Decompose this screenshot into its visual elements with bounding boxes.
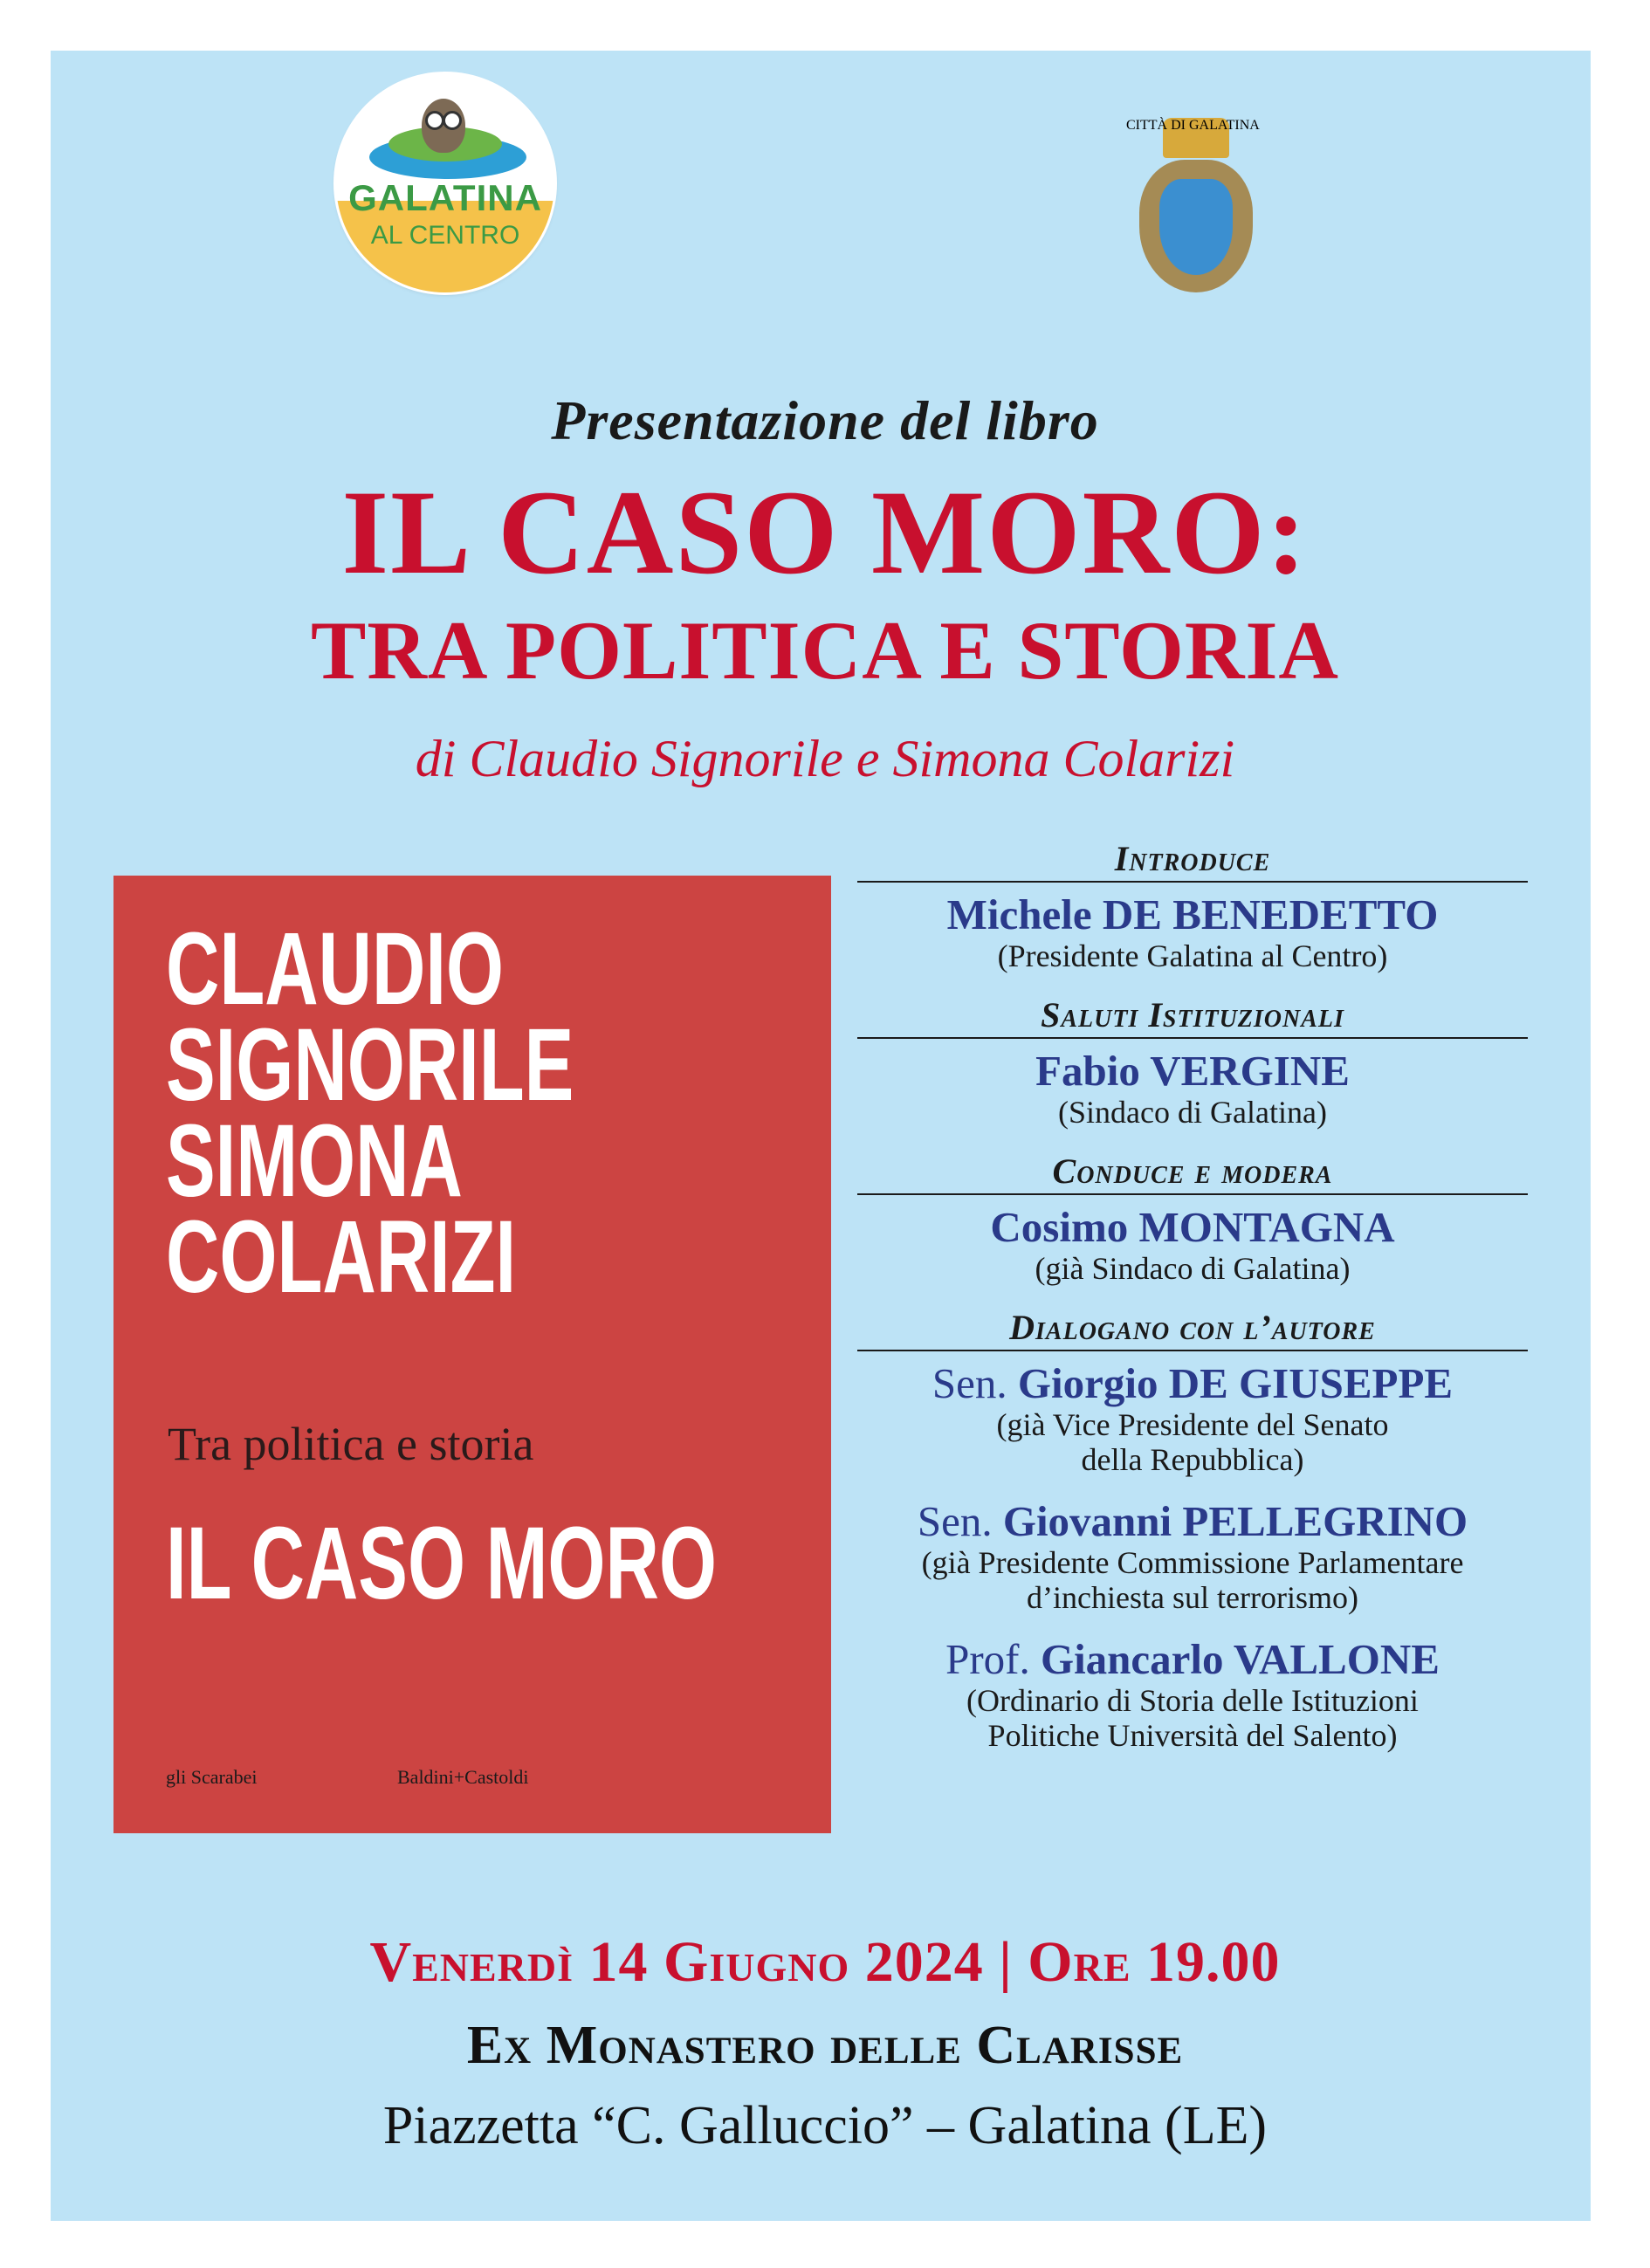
cover-name: SIMONA [166, 1103, 463, 1219]
pretitle: Presentazione del libro [551, 389, 1099, 451]
event-date-time: Venerdì 14 Giugno 2024 | Ore 19.00 [369, 1930, 1281, 1994]
cover-series: gli Scarabei [166, 1766, 258, 1788]
speaker-name [857, 1360, 1528, 1407]
speaker-name-text: Giorgio DE GIUSEPPE [1017, 1359, 1454, 1407]
speaker-name-text: Giancarlo VALLONE [1040, 1635, 1440, 1683]
speaker-name-text: Giovanni PELLEGRINO [1002, 1497, 1468, 1545]
cover-author-names [166, 911, 574, 1315]
speaker-affiliation: (già Sindaco di Galatina) [1035, 1251, 1351, 1286]
owl-icon [422, 99, 465, 153]
main-subtitle: TRA POLITICA E STORIA [310, 604, 1340, 697]
speaker-affiliation: Politiche Università del Salento) [987, 1718, 1398, 1753]
speaker-affiliation: d’inchiesta sul terrorismo) [1027, 1580, 1358, 1615]
cover-subtitle: Tra politica e storia [168, 1418, 534, 1470]
role-heading: Conduce e modera [857, 1151, 1528, 1195]
speaker-affiliation: della Repubblica) [1081, 1442, 1304, 1477]
galatina-al-centro-logo [336, 74, 554, 292]
event-venue: Ex Monastero delle Clarisse [466, 2016, 1184, 2075]
program-column [857, 838, 1528, 1753]
speaker-title: Prof. [945, 1635, 1030, 1683]
cover-name: SIGNORILE [166, 1007, 574, 1123]
speaker-name [857, 1048, 1528, 1095]
role-heading: Introduce [857, 838, 1528, 883]
speaker-affiliation: (Sindaco di Galatina) [1058, 1095, 1327, 1130]
speaker-title: Sen. [932, 1359, 1007, 1407]
speaker-name [857, 1498, 1528, 1545]
speaker-name-text: Michele DE BENEDETTO [946, 890, 1439, 938]
speaker-affiliation: (già Presidente Commissione Parlamentare [921, 1545, 1464, 1580]
cover-name: COLARIZI [166, 1199, 517, 1315]
cover-publisher: Baldini+Castoldi [397, 1766, 529, 1788]
cover-name: CLAUDIO [166, 911, 505, 1027]
speaker-title: Sen. [917, 1497, 993, 1545]
main-title: IL CASO MORO: [341, 465, 1309, 599]
speaker-affiliation: (già Vice Presidente del Senato [996, 1407, 1389, 1442]
role-heading: Saluti Istituzionali [857, 994, 1528, 1039]
book-cover [113, 876, 831, 1833]
logo-wordmark-line1: GALATINA [348, 177, 542, 218]
speaker-affiliation: (Ordinario di Storia delle Istituzioni [966, 1683, 1419, 1718]
speaker-name [857, 1204, 1528, 1251]
speaker-affiliation: (Presidente Galatina al Centro) [997, 938, 1388, 973]
speaker-name [857, 891, 1528, 938]
logo-wordmark-line2: AL CENTRO [370, 221, 520, 250]
authors-line: di Claudio Signorile e Simona Colarizi [415, 730, 1235, 787]
event-address: Piazzetta “C. Galluccio” – Galatina (LE) [382, 2096, 1268, 2155]
speaker-name-text: Fabio VERGINE [1035, 1047, 1350, 1095]
speaker-name-text: Cosimo MONTAGNA [990, 1203, 1395, 1251]
city-caption: CITTÀ DI GALATINA [1126, 118, 1260, 133]
role-heading: Dialogano con l’autore [857, 1307, 1528, 1351]
cover-title: IL CASO MORO [166, 1506, 717, 1621]
speaker-name [857, 1636, 1528, 1683]
